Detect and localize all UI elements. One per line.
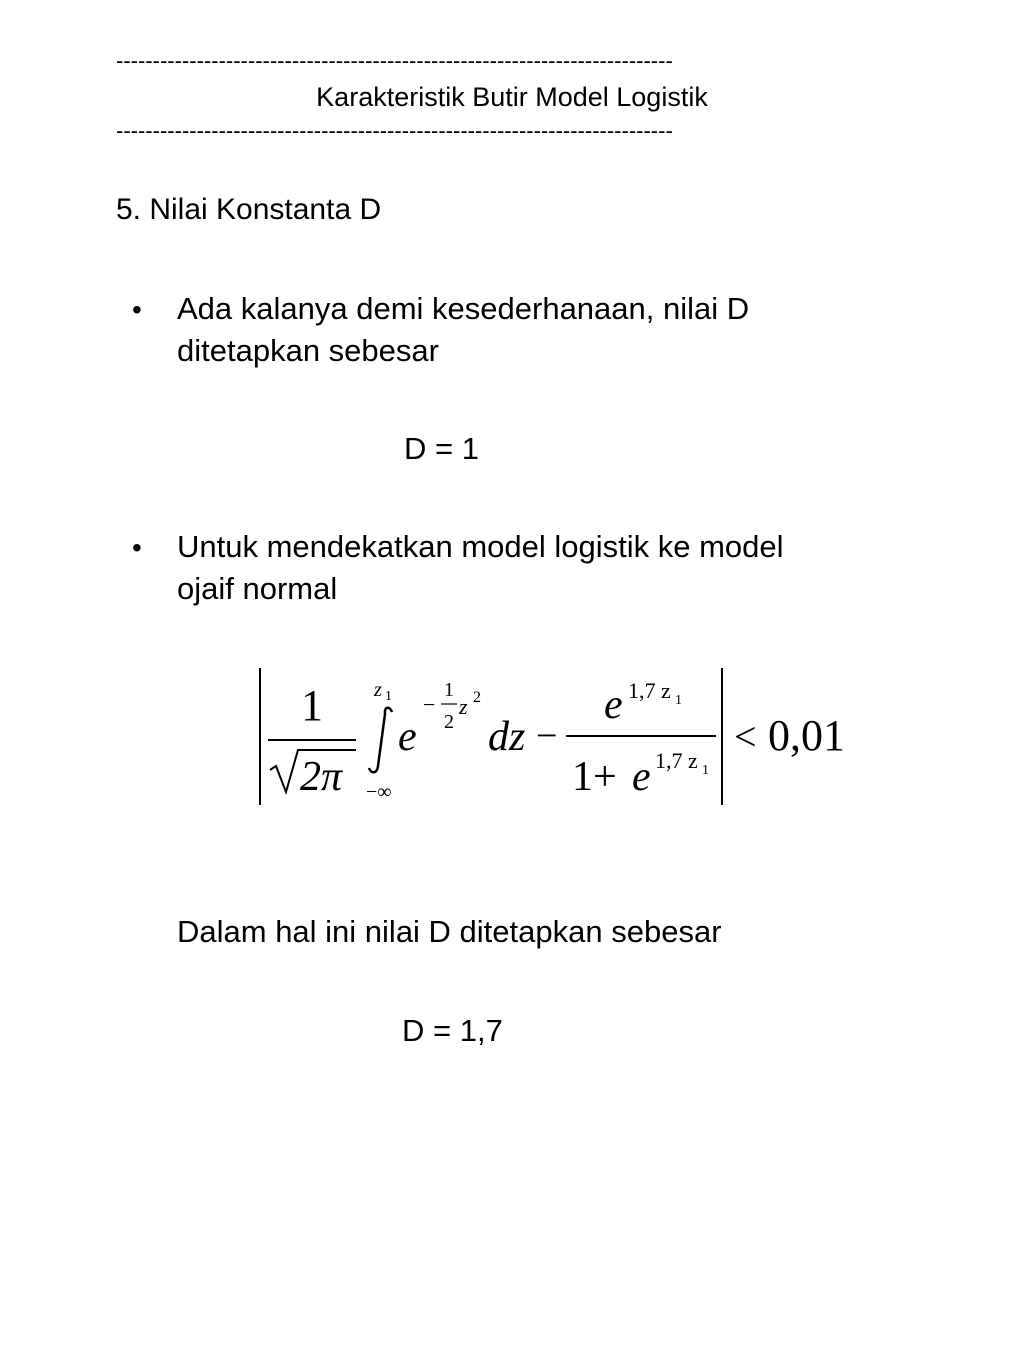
exponent-variable: z (459, 694, 468, 719)
bullet-2-line-1: Untuk mendekatkan model logistik ke model (177, 529, 784, 564)
integral-upper-limit: z (374, 679, 382, 701)
differential-dz: dz (488, 714, 526, 760)
sqrt-argument: 2π (300, 754, 343, 800)
integral-lower-limit: −∞ (366, 781, 392, 803)
exponent-fraction-numerator: 1 (444, 679, 454, 701)
fraction-1-numerator: 1 (301, 681, 323, 730)
fraction-2-numerator-base: e (604, 682, 623, 728)
fraction-2-denominator-exponent: 1,7 z (655, 748, 698, 773)
bullet-1-line-1: Ada kalanya demi kesederhanaan, nilai D (177, 291, 750, 326)
value-d-one: D = 1 (404, 431, 479, 466)
bullet-marker-1: • (132, 294, 142, 325)
integrand-base: e (398, 714, 417, 760)
bullet-2-line-2: ojaif normal (177, 571, 338, 606)
bullet-marker-2: • (132, 532, 142, 563)
bullet-1-line-2: ditetapkan sebesar (177, 333, 439, 368)
section-title: 5. Nilai Konstanta D (116, 193, 382, 226)
minus-sign: − (536, 715, 558, 757)
fraction-2-denominator-prefix: 1+ (572, 754, 617, 800)
fraction-2-denominator-exponent-sub: 1 (702, 763, 709, 778)
formula (0, 640, 1024, 830)
relation-sign: < (734, 714, 757, 759)
integral-sign (369, 708, 392, 773)
fraction-2-denominator-base: e (632, 754, 651, 800)
fraction-2-numerator-exponent-sub: 1 (675, 693, 682, 708)
integral-upper-limit-sub: 1 (385, 689, 392, 704)
exponent-minus: − (423, 692, 436, 717)
header-rule-bottom: ---------------------------------------------------------------------------- (116, 118, 673, 143)
header-rule-top: ---------------------------------------------------------------------------- (116, 48, 673, 73)
conclusion-text: Dalam hal ini nilai D ditetapkan sebesar (177, 914, 722, 949)
fraction-2-numerator-exponent: 1,7 z (628, 678, 671, 703)
header-title: Karakteristik Butir Model Logistik (316, 82, 708, 112)
right-hand-side: 0,01 (768, 711, 845, 760)
exponent-fraction-denominator: 2 (444, 711, 454, 733)
exponent-power: 2 (473, 689, 481, 706)
value-d-one-point-seven: D = 1,7 (402, 1013, 503, 1048)
